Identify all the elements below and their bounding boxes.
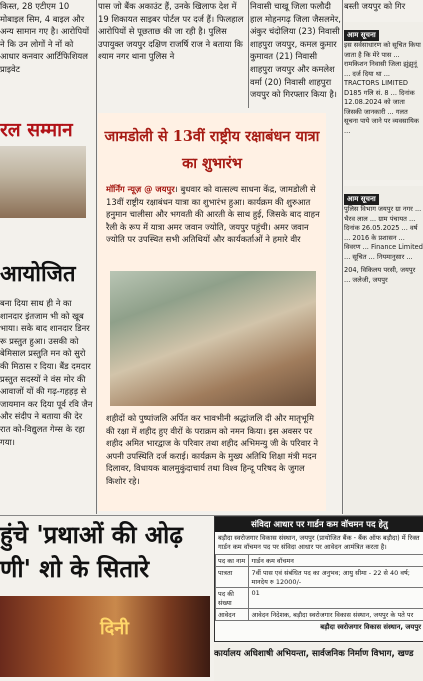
table-cell: गार्डन कम वॉचमन bbox=[249, 554, 423, 566]
story-headline: जामडोली से 13वीं राष्ट्रीय रक्षाबंधन यात्रा का शुभारंभ bbox=[98, 123, 326, 177]
story-photo bbox=[110, 271, 316, 406]
tender-table bbox=[215, 554, 423, 621]
tender-notice bbox=[214, 516, 423, 642]
table-row bbox=[216, 566, 423, 587]
show-logo-text: दिनी bbox=[100, 616, 129, 640]
right-top-text: बस्ती जयपुर को गिर bbox=[344, 0, 423, 18]
column-divider bbox=[248, 0, 249, 108]
left-headline-samman: रल सम्मान bbox=[0, 116, 95, 142]
tender-footer: बड़ौदा स्वरोजगार विकास संस्थान, जयपुर bbox=[215, 621, 423, 633]
tender-title: संविदा आधार पर गार्डन कम वॉचमन पद हेतु bbox=[215, 517, 423, 532]
pwd-notice-strip: कार्यालय अधिशाषी अभियन्ता, सार्वजनिक निर्माण विभाग, खण्ड bbox=[214, 644, 423, 681]
left-column-top-text: किस्त, 28 एटीएम 10 मोबाइल सिम, 4 बाइल और अन्य सामान गए है। आरोपियों ने कि उन लोगों ने नों को आधार कनवार आर्टिफिशियल प्राइवेट bbox=[0, 0, 95, 112]
center-top-text: पास जो बैंक अकाउंट हैं, उनके खिलाफ देश में 19 शिकायत साइबर पोर्टल पर दर्ज हैं। फिलहाल आरोपियों से पूछताछ की जा रही है। पुलिस उपायुक्त जयपुर दक्षिण राजर्षि राज ने बताया कि श्याम नगर थाना पुलिस ने bbox=[98, 0, 248, 108]
entertainment-headline bbox=[0, 518, 210, 590]
left-column-body-text: बना दिया साथ ही ने का शानदार इंतजाम भी को खूब भाया। सके बाद शानदार डिनर रू प्रस्तुत हुआ। उसकी को बेमिसाल प्रस्तुति मन को सुरो की मिठास र दिया। बैंड दमदार प्रस्तुत सदस्यों ने वंस मोर की आवाजों यों की गढ़-गहहड़ से जायमान कर दिया पूर्व रवि जैन और संदीप ने बताया की देर रात को-विद्युलत गेम्स के रहा गया। bbox=[0, 297, 95, 512]
notice-1-text: इस सर्वसाधारण को सूचित किया जाता है कि मेरे पास ... रामकिशन निवासी जिला झुंझुनूं ... दर्ज दिया था ... TRACTORS LIMITED D185 गलि सं. 8 ... दिनांक 12.08.2024 को जाता जिसकी जानकारी ... गलत सूचना पाये जाने पर व्यवसायिक ... bbox=[344, 41, 423, 136]
table-cell: पद का नाम bbox=[216, 554, 249, 566]
left-headline-aayojit: आयोजित bbox=[0, 258, 95, 288]
tender-intro: बड़ौदा स्वरोजगार विकास संस्थान, जयपुर (प्रायोजित बैंक - बैंक ऑफ बड़ौदा) में रिक्त गार्डन कम वॉचमन पद पर संविदा आधार पर आवेदन आमंत्रित करता है। bbox=[215, 532, 423, 554]
public-notice-1 bbox=[344, 22, 423, 180]
entertainment-headline-line2: णी' शो के सितारे bbox=[0, 552, 210, 586]
table-row bbox=[216, 608, 423, 620]
notice-2-text: पुलिस विभाग जयपुर ग्रा नगर ... भैरव लाल ... ग्राम पंचायत ... दिनांक 26.05.2025 ... वर्ष ... 2016 के प्रशासन ... विवरण ... Finance Limited ... सूचित ... नियमानुसार ... bbox=[344, 205, 423, 262]
table-cell: आवेदन bbox=[216, 608, 249, 620]
notice-2-footer: 204, विकिलय परसी, जयपुर ... जलेजी, जयपुर bbox=[344, 266, 423, 285]
story-dateline: मॉर्निंग न्यूज़ @ जयपुर bbox=[106, 184, 175, 194]
column-divider bbox=[342, 0, 343, 514]
story-body bbox=[106, 183, 320, 246]
notice-1-tag: आम सूचना bbox=[344, 30, 379, 41]
table-row bbox=[216, 587, 423, 608]
right-center-top-text: निवासी चाखू जिला फलौदी हाल मोहनगढ़ जिला जैसलमेर, अंकुर चंदोलिया (23) निवासी शाहपुरा जयपुर, कमल कुमार कुमावत (21) निवासी शाहपुरा जयपुर और कमलेश वर्मा (20) निवासी शाहपुरा जयपुर को गिरफ्तार किया है। bbox=[250, 0, 342, 108]
story-caption: शहीदों को पुष्पांजलि अर्पित कर भावभीनी श्रद्धांजलि दी और मातृभूमि की रक्षा में शहीद हुए वीरों के पराक्रम को नमन किया। इस अवसर पर शहीद अमित भारद्वाज के परिवार तथा शहीद अभिमन्यु जी के परिवार ने अपनी उपस्थिति दर्ज कराई। कार्यक्रम के मुख्य अतिथि शिक्षा मंत्री मदन दिलावर, विधायक बालमुकुंदाचार्य तथा विश्व हिन्दू परिषद के जुगल किशोर रहे। bbox=[106, 412, 320, 488]
table-cell: 7वीं पास एवं संबंधित पद का अनुभव; आयु सीमा - 22 से 40 वर्ष; मानदेय रु 12000/- bbox=[249, 566, 423, 587]
table-cell: पात्रता bbox=[216, 566, 249, 587]
table-row bbox=[216, 554, 423, 566]
table-cell: 01 bbox=[249, 587, 423, 608]
entertainment-photo bbox=[0, 596, 210, 677]
column-divider bbox=[96, 0, 97, 514]
public-notice-2 bbox=[344, 186, 423, 516]
entertainment-headline-line1: हुंचे 'प्रथाओं की ओढ़ bbox=[0, 518, 210, 552]
left-news-photo bbox=[0, 146, 86, 218]
notice-2-tag: आम सूचना bbox=[344, 194, 379, 205]
featured-story bbox=[98, 113, 326, 511]
story-body-text: । बुधवार को वात्सल्य साधना केंद्र, जामडोली से 13वीं राष्ट्रीय रक्षाबंधन यात्रा का शुभारंभ हुआ। कार्यक्रम की शुरुआत हनुमान चालीसा और भगवती की आरती के साथ हुई, जिसके बाद वाहन रैली के रूप में यात्रा अमर जवान ज्योति, जयपुर पहुंची। अमर जवान ज्योति पर उपस्थित सभी अतिथियों और कार्यकर्ताओं ने हमारे वीर bbox=[106, 184, 320, 244]
table-cell: पद की संख्या bbox=[216, 587, 249, 608]
table-cell: आवेदन निदेशक, बड़ौदा स्वरोजगार विकास संस्थान, जयपुर के पते पर bbox=[249, 608, 423, 620]
